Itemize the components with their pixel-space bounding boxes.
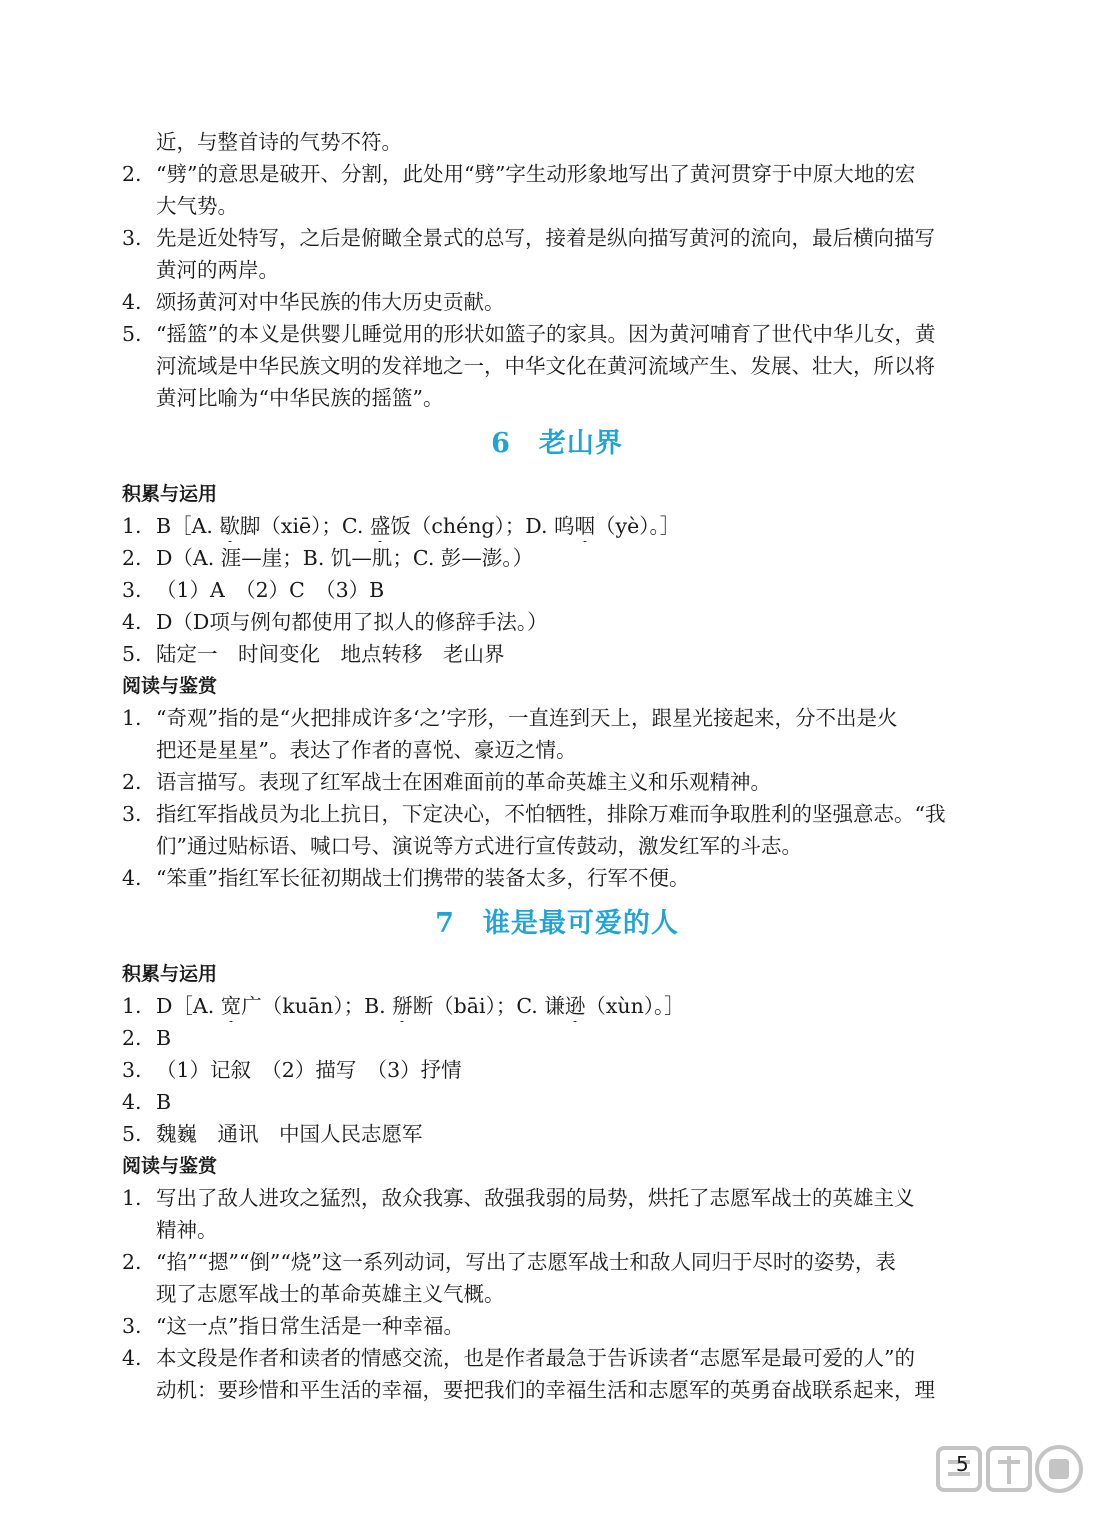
item-text-continued: 现了志愿军战士的革命英雄主义气概。 xyxy=(156,1282,505,1306)
chapter-number: 6 xyxy=(491,428,511,459)
emphasis-char: 咽 xyxy=(575,510,596,542)
answer-item xyxy=(122,574,992,606)
watermark-glyph xyxy=(1049,1459,1069,1479)
watermark-glyph xyxy=(1007,1456,1011,1484)
item-text: 写出了敌人进攻之猛烈，敌众我寡、敌强我弱的局势，烘托了志愿军战士的英雄主义 xyxy=(156,1186,915,1210)
item-number: 4. xyxy=(122,1090,142,1114)
page-content xyxy=(122,126,992,1406)
item-number: 2. xyxy=(122,162,142,186)
item-text: （1）A （2）C （3）B xyxy=(156,578,385,602)
item-text: B xyxy=(156,1090,172,1114)
emphasis-char: 宽 xyxy=(221,990,242,1022)
watermark-logo xyxy=(930,1440,1090,1530)
item-text: 陆定一 时间变化 地点转移 老山界 xyxy=(156,642,505,666)
item-text-continued: 黄河比喻为“中华民族的摇篮”。 xyxy=(156,386,444,410)
item-text: 先是近处特写，之后是俯瞰全景式的总写，接着是纵向描写黄河的流向，最后横向描写 xyxy=(156,226,935,250)
item-text-continued: 们”通过贴标语、喊口号、演说等方式进行宣传鼓动，激发红军的斗志。 xyxy=(156,834,802,858)
item-text: “劈”的意思是破开、分割，此处用“劈”字生动形象地写出了黄河贯穿于中原大地的宏 xyxy=(156,162,916,186)
answer-item xyxy=(122,158,992,222)
answer-item xyxy=(122,542,992,574)
chapter-title-7 xyxy=(122,900,992,948)
answer-item xyxy=(122,766,992,798)
item-number: 1. xyxy=(122,514,142,538)
item-text-continued: 精神。 xyxy=(156,1218,218,1242)
section-heading: 阅读与鉴赏 xyxy=(122,1155,218,1177)
section-heading: 阅读与鉴赏 xyxy=(122,675,218,697)
emphasis-char: 歇 xyxy=(219,510,240,542)
answer-item xyxy=(122,1022,992,1054)
item-text-continued: 河流域是中华民族文明的发祥地之一，中华文化在黄河流域产生、发展、壮大，所以将 xyxy=(156,354,935,378)
item-text-continued: 大气势。 xyxy=(156,194,238,218)
text-line: 近，与整首诗的气势不符。 xyxy=(156,130,402,154)
answer-item xyxy=(122,222,992,286)
item-text: “笨重”指红军长征初期战士们携带的装备太多，行军不便。 xyxy=(156,866,690,890)
answer-item xyxy=(122,1310,992,1342)
item-text: 本文段是作者和读者的情感交流，也是作者最急于告诉读者“志愿军是最可爱的人”的 xyxy=(156,1346,915,1370)
item-text-continued: 动机：要珍惜和平生活的幸福，要把我们的幸福生活和志愿军的英勇奋战联系起来，理 xyxy=(156,1378,935,1402)
item-text: 脚（xiē）；C. xyxy=(239,514,370,538)
item-text: 颂扬黄河对中华民族的伟大历史贡献。 xyxy=(156,290,505,314)
item-number: 5. xyxy=(122,642,142,666)
item-number: 1. xyxy=(122,706,142,730)
answer-item xyxy=(122,1342,992,1406)
chapter-name: 老山界 xyxy=(538,428,623,459)
item-number: 4. xyxy=(122,1346,142,1370)
item-number: 1. xyxy=(122,994,142,1018)
item-text: “奇观”指的是“火把排成许多‘之’字形，一直连到天上，跟星光接起来，分不出是火 xyxy=(156,706,898,730)
item-text: 断（bāi）；C. 谦 xyxy=(412,994,565,1018)
item-number: 3. xyxy=(122,226,142,250)
item-number: 2. xyxy=(122,770,142,794)
answer-item xyxy=(122,510,992,542)
item-number: 3. xyxy=(122,578,142,602)
answer-item xyxy=(122,1086,992,1118)
emphasis-char: 逊 xyxy=(565,990,586,1022)
answer-item xyxy=(122,286,992,318)
chapter-title-6 xyxy=(122,420,992,468)
item-text: 语言描写。表现了红军战士在困难面前的革命英雄主义和乐观精神。 xyxy=(156,770,771,794)
item-number: 5. xyxy=(122,1122,142,1146)
item-text: （yè）。］ xyxy=(595,514,681,538)
item-text: （xùn）。］ xyxy=(585,994,685,1018)
item-text-continued: 黄河的两岸。 xyxy=(156,258,279,282)
item-text: 饭（chéng）；D. 呜 xyxy=(390,514,575,538)
emphasis-char: 掰 xyxy=(392,990,413,1022)
item-text: B xyxy=(156,1026,172,1050)
answer-item xyxy=(122,1054,992,1086)
item-number: 4. xyxy=(122,290,142,314)
answer-item xyxy=(122,862,992,894)
item-number: 2. xyxy=(122,546,142,570)
item-text: （1）记叙 （2）描写 （3）抒情 xyxy=(156,1058,462,1082)
section-heading: 积累与运用 xyxy=(122,483,218,505)
answer-item xyxy=(122,1182,992,1246)
item-text: 魏巍 通讯 中国人民志愿军 xyxy=(156,1122,423,1146)
emphasis-char: 盛 xyxy=(370,510,391,542)
answer-item xyxy=(122,702,992,766)
answer-item xyxy=(122,990,992,1022)
item-text: D（A. 涯—崖；B. 饥—肌；C. 彭—澎。） xyxy=(156,546,534,570)
answer-item xyxy=(122,1118,992,1150)
answer-item xyxy=(122,798,992,862)
item-text: B［A. xyxy=(156,514,220,538)
item-text: D［A. xyxy=(156,994,221,1018)
item-text: D（D项与例句都使用了拟人的修辞手法。） xyxy=(156,610,548,634)
answer-item xyxy=(122,318,992,414)
item-text: 指红军指战员为北上抗日，下定决心，不怕牺牲，排除万难而争取胜利的坚强意志。“我 xyxy=(156,802,946,826)
item-number: 1. xyxy=(122,1186,142,1210)
item-number: 5. xyxy=(122,322,142,346)
item-number: 4. xyxy=(122,866,142,890)
chapter-name: 谁是最可爱的人 xyxy=(482,908,679,939)
item-number: 3. xyxy=(122,1058,142,1082)
item-number: 3. xyxy=(122,1314,142,1338)
answer-item xyxy=(122,638,992,670)
item-number: 2. xyxy=(122,1250,142,1274)
item-number: 3. xyxy=(122,802,142,826)
section-heading: 积累与运用 xyxy=(122,963,218,985)
chapter-number: 7 xyxy=(435,908,455,939)
page-number: 5 xyxy=(956,1452,969,1476)
item-number: 2. xyxy=(122,1026,142,1050)
item-text: 广（kuān）；B. xyxy=(241,994,393,1018)
answer-item xyxy=(122,606,992,638)
answer-item xyxy=(122,1246,992,1310)
item-text-continued: 把还是星星”。表达了作者的喜悦、豪迈之情。 xyxy=(156,738,577,762)
item-text: “摇篮”的本义是供婴儿睡觉用的形状如篮子的家具。因为黄河哺育了世代中华儿女，黄 xyxy=(156,322,936,346)
item-text: “掐”“摁”“倒”“烧”这一系列动词，写出了志愿军战士和敌人同归于尽时的姿势，表 xyxy=(156,1250,896,1274)
item-text: “这一点”指日常生活是一种幸福。 xyxy=(156,1314,464,1338)
item-number: 4. xyxy=(122,610,142,634)
